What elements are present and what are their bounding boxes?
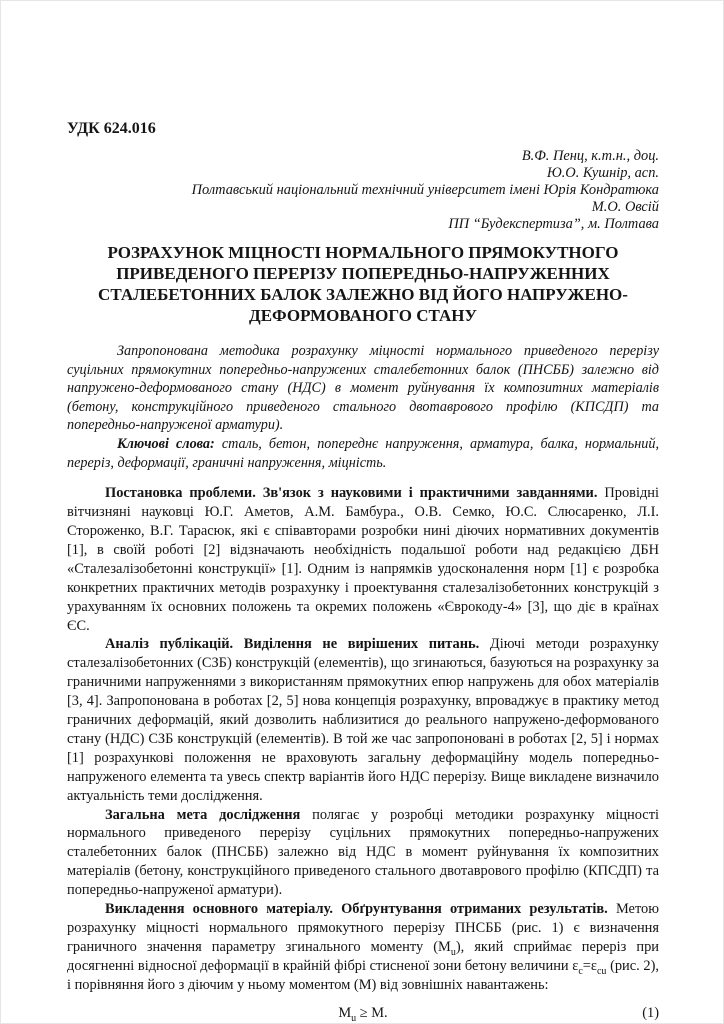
paragraph-text: Діючі методи розрахунку сталезалізобетонних (СЗБ) конструкцій (елементів), що згинаються, базуються на розрахунку за граничними напруженнями з використанням прямокутних епюр напружень для обох матеріалів [3, 4]. Запропонована в роботах [2, 5] нова концепція розрахунку, впроваджує в практику метод граничних деформацій, який дозволить наблизитися до реального напружено-деформованого стану (НДС) СЗБ конструкцій (елементів). В той же час запропоновані в роботах [2, 5] і нормах [1] розрахункові положення не враховують загальну деформаційну модель попередньо-напруженого елемента та увесь спектр варіантів його НДС перерізу. Вище викладене визначило актуальність теми дослідження. [67,636,659,804]
author-affiliation: ПП “Будекспертиза”, м. Полтава [448,216,659,232]
paragraph-heading: Викладення основного матеріалу. Обґрунтування отриманих результатів. [105,901,608,918]
paragraph-text: =ε [582,957,597,974]
equation-relation: ≥ M. [356,1004,388,1021]
subscript: cu [596,965,607,977]
udc-code: УДК 624.016 [67,120,156,137]
paragraph-main-material [67,900,659,995]
subscript: c [578,965,583,977]
author-line: М.О. Овсій [591,199,659,215]
paragraph-heading: Аналіз публікацій. Виділення не вирішених питань. [105,636,480,653]
paragraph-text: Метою розрахунку міцності нормального прямокутного перерізу ПНСББ (рис. 1) є визначення граничного значення параметру згинального моменту (M [67,901,659,955]
equation-term: M [338,1004,352,1021]
equation-number: (1) [642,1004,659,1021]
keywords-line [67,435,659,472]
author-affiliation: Полтавський національний технічний університет імені Юрія Кондратюка [191,182,659,198]
paragraph-heading: Постановка проблеми. Зв'язок з науковими і практичними завданнями. [105,485,598,502]
abstract-text: Запропонована методика розрахунку міцності нормального приведеного перерізу суцільних прямокутних попередньо-напружених сталебетонних балок (ПНСББ) залежно від напружено-деформованого стану (НДС) в момент руйнування їх композитних матеріалів (бетону, конструкційного приведеного стального двотаврового профілю (КПСДП) та попередньо-напруженої арматури). [67,343,659,434]
article-title: РОЗРАХУНОК МІЦНОСТІ НОРМАЛЬНОГО ПРЯМОКУТНОГО ПРИВЕДЕНОГО ПЕРЕРІЗУ ПОПЕРЕДНЬО-НАПРУЖЕННИХ СТАЛЕБЕТОННИХ БАЛОК ЗАЛЕЖНО ВІД ЙОГО НАПРУЖЕНО-ДЕФОРМОВАНОГО СТАНУ [98,243,628,325]
equation-formula [338,1004,388,1024]
keywords-label: Ключові слова: [117,435,215,452]
article-body [67,484,659,1022]
author-block [67,148,659,233]
paragraph-publication-analysis [67,635,659,805]
paragraph-text: Провідні вітчизняні науковці Ю.Г. Аметов, А.М. Бамбура., О.В. Семко, Ю.С. Слюсаренко, Л.І. Стороженко, В.Г. Тарасюк, які є співавторами розробки нині діючих нормативних документів [1], в своїй роботі [2] відзначають необхідність подальшої роботи над редакцією ДБН «Сталезалізобетонні конструкції» [1]. Одним із напрямків удосконалення норм [1] є розробка конкретних практичних методів розрахунку і проектування сталезалізобетонних конструкцій з урахуванням їх основних положень та окремих положень «Єврокоду-4» [3], що діє в країнах ЄС. [67,485,659,634]
paragraph-research-goal [67,806,659,901]
subscript: u [450,946,456,958]
paragraph-text: (рис. 2), і порівняння його з діючим у ньому моментом (M) від зовнішніх навантажень: [67,957,659,993]
paragraph-problem-statement [67,484,659,635]
equation-1 [67,1004,659,1023]
paragraph-text: ), який сприймає переріз при досягненні відносної деформації в крайній фібрі стисненої зони бетону величини ε [67,938,659,974]
author-line: Ю.О. Кушнір, асп. [546,165,659,181]
author-line: В.Ф. Пенц, к.т.н., доц. [521,148,659,164]
subscript: u [351,1012,357,1024]
keywords-text: сталь, бетон, попереднє напруження, арматура, балка, нормальний, переріз, деформації, граничні напруження, міцність. [67,435,659,471]
paragraph-text: полягає у розробці методики розрахунку міцності нормального приведеного перерізу суцільних прямокутних попередньо-напружених сталебетонних балок (ПНСББ) залежно від НДС в момент руйнування їх композитних матеріалів (бетону, конструкційного приведеного стального двотаврового профілю (КПСДП) та попередньо-напруженої арматури). [67,806,659,899]
paragraph-heading: Загальна мета дослідження [105,806,301,823]
